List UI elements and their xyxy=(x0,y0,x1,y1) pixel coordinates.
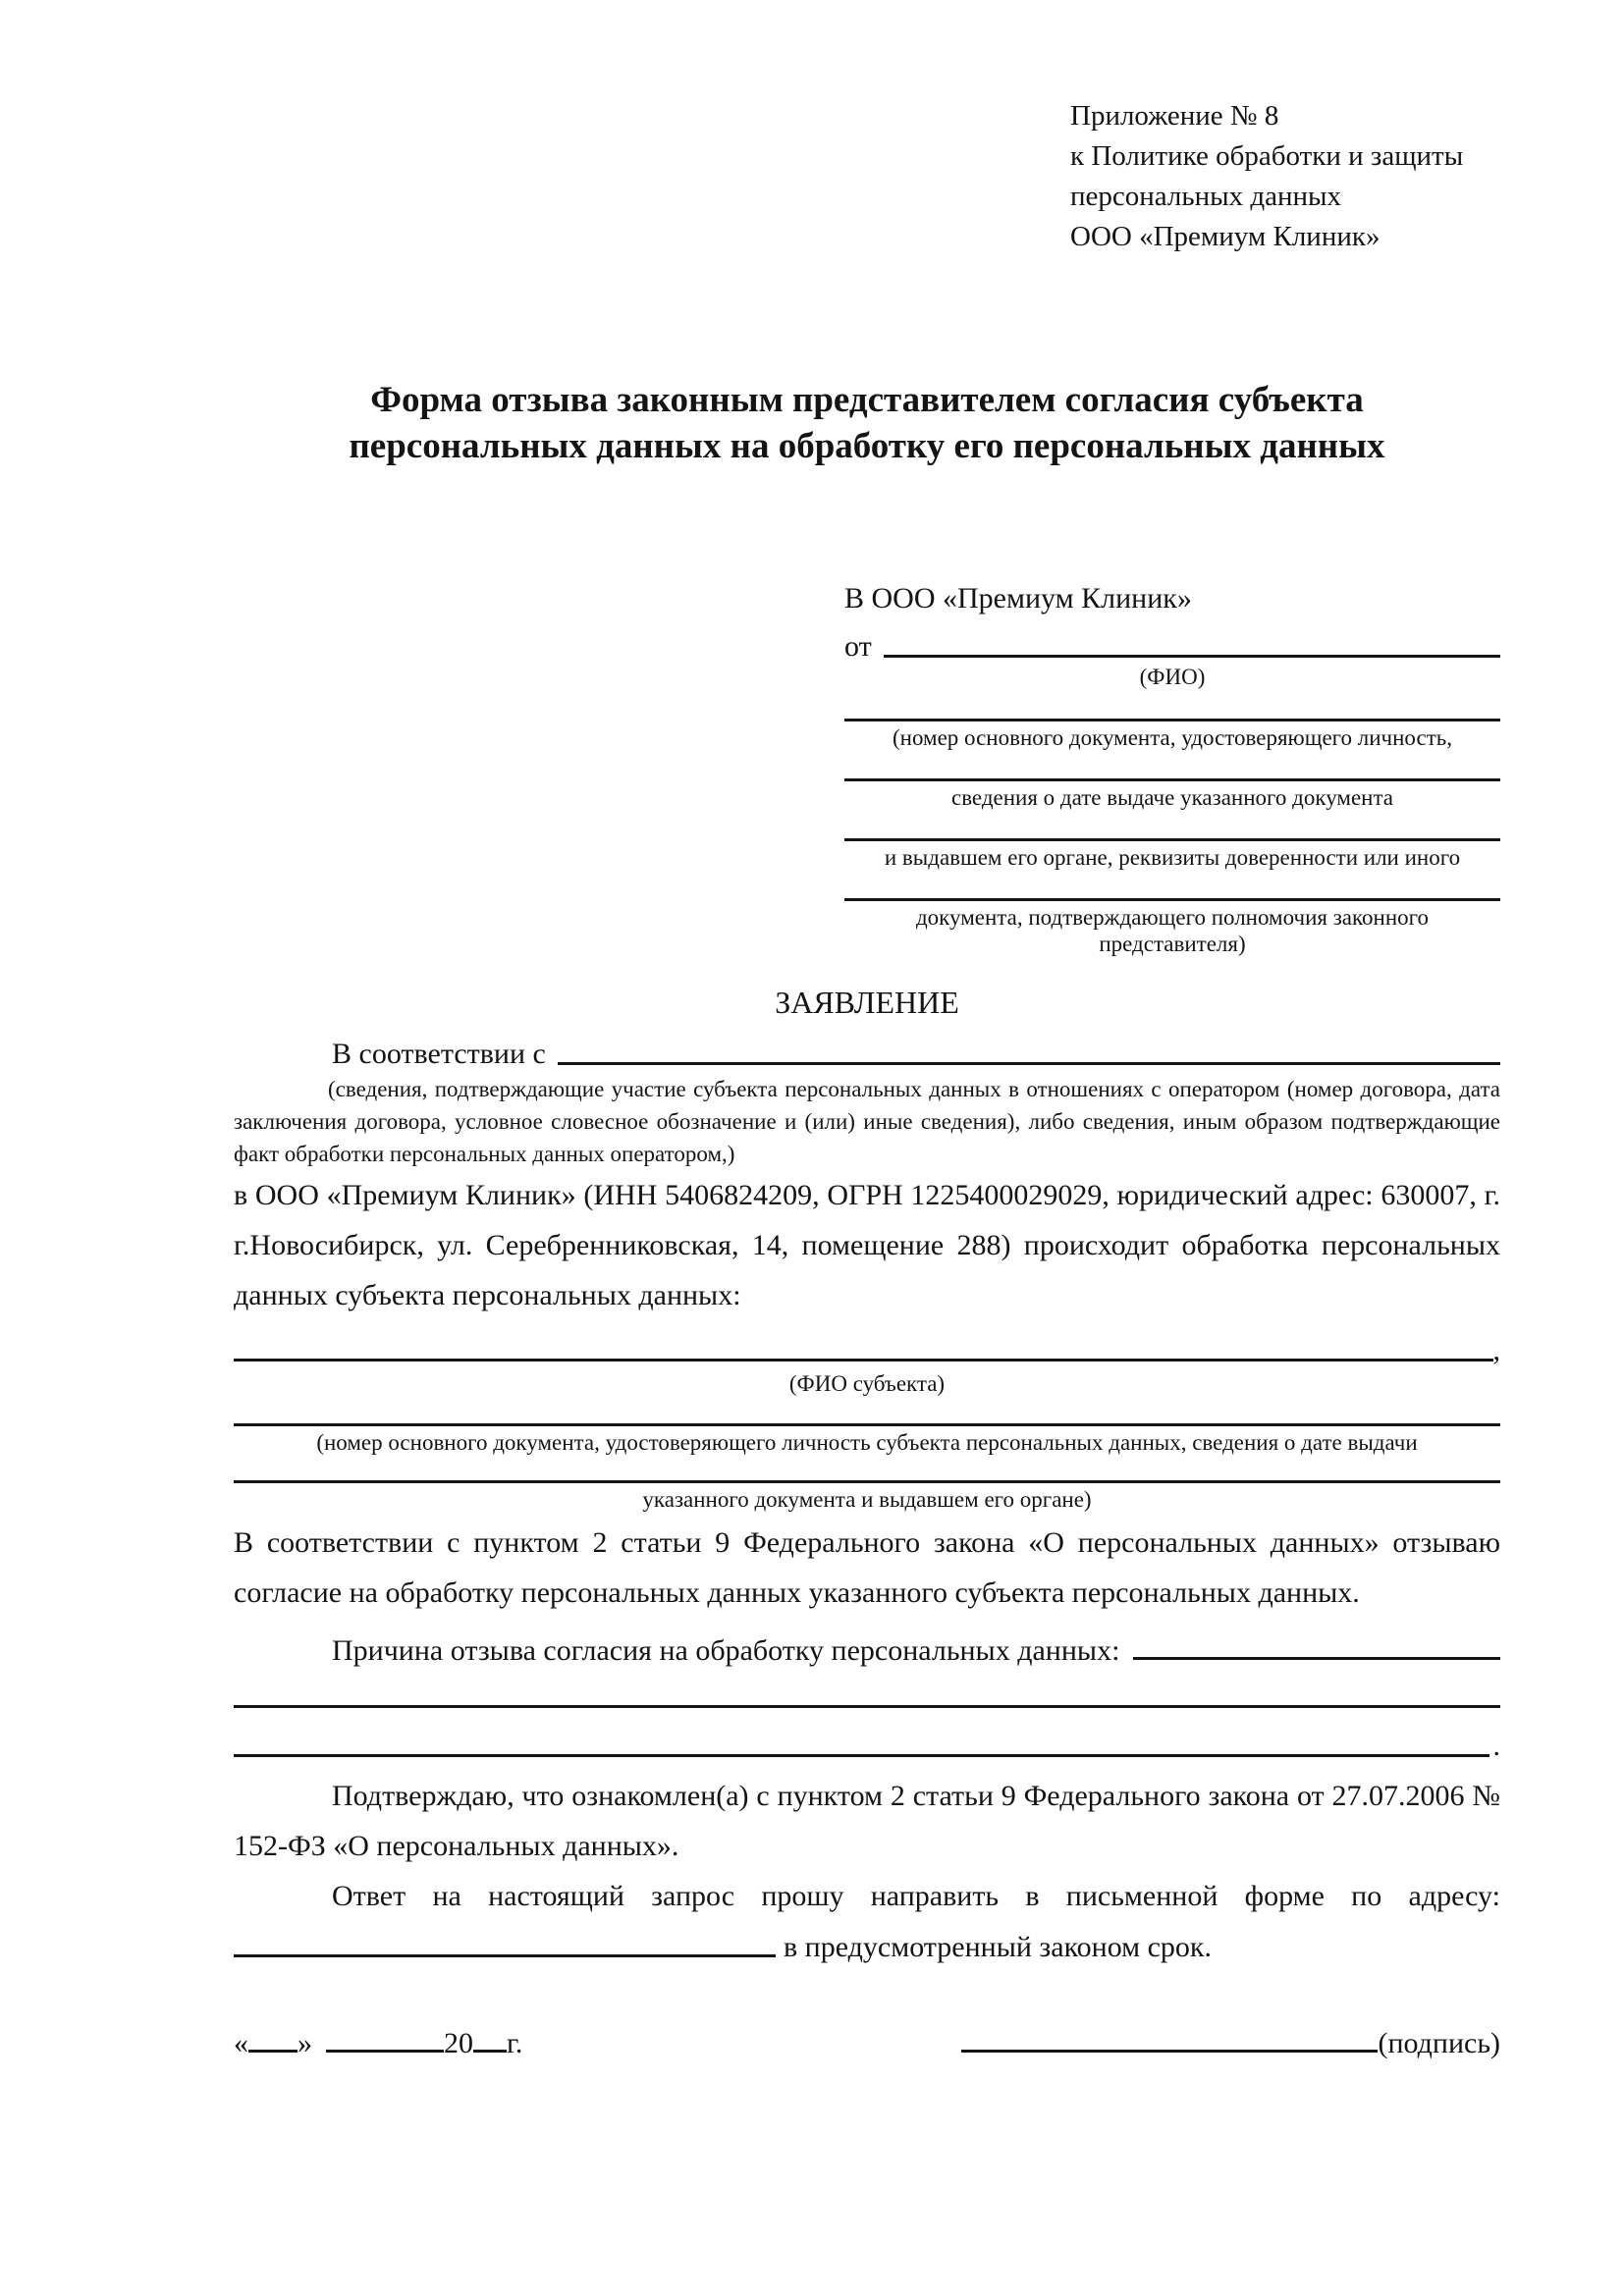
subject-fio-comma: , xyxy=(1492,1334,1500,1366)
subject-doc-blank-line xyxy=(234,1423,1500,1426)
reason-line-end xyxy=(234,1730,1500,1763)
signature-area xyxy=(961,2027,1500,2060)
document-title xyxy=(234,377,1500,469)
representative-doc-blank-line xyxy=(844,719,1500,721)
representative-doc-caption: (номер основного документа, удостоверяющего личность, xyxy=(892,725,1452,750)
appendix-header-line: персональных данных xyxy=(1070,181,1342,212)
appendix-header-line: ООО «Премиум Клиник» xyxy=(1070,221,1380,252)
signature-blank-line xyxy=(961,2050,1378,2053)
from-blank-line xyxy=(884,655,1500,658)
appendix-header-line: Приложение № 8 xyxy=(1070,100,1279,132)
fio-caption: (ФИО) xyxy=(1139,665,1206,689)
signature-caption: (подпись) xyxy=(1378,2027,1500,2059)
document-title-line: Форма отзыва законным представителем согласия субъекта xyxy=(370,380,1364,420)
from-label: от xyxy=(844,630,872,663)
footer-row xyxy=(234,2027,1500,2060)
reason-blank-line-2 xyxy=(234,1705,1500,1708)
subject-fio-line xyxy=(234,1334,1500,1367)
reply-address-blank-line xyxy=(234,1954,776,1957)
reason-blank-line xyxy=(1133,1657,1500,1660)
appendix-header xyxy=(1070,96,1500,257)
intro-line xyxy=(234,1028,1500,1071)
reason-label: Причина отзыва согласия на обработку персональных данных: xyxy=(332,1634,1120,1667)
operator-paragraph: в ООО «Премиум Клиник» (ИНН 5406824209, ОГРН 1225400029029, юридический адрес: 630007, г. г.Новосибирск, ул. Серебренниковская, 14, помещение 288) происходит обработка персональных данных субъекта персональных данных: xyxy=(234,1179,1500,1311)
statement-heading: ЗАЯВЛЕНИЕ xyxy=(775,985,959,1020)
subject-fio-caption: (ФИО субъекта) xyxy=(788,1371,946,1396)
representative-doc-caption: документа, подтверждающего полномочия законного представителя) xyxy=(915,905,1429,956)
intro-note: (сведения, подтверждающие участие субъекта персональных данных в отношениях с оператором (номер договора, дата заключения договора, условное словесное обозначение и (или) иные сведения), либо сведения, иным образом подтверждающие факт обработки персональных данных оператором,) xyxy=(234,1077,1500,1166)
reason-blank-line-3 xyxy=(234,1754,1489,1757)
representative-doc-caption: и выдавшем его органе, реквизиты доверенности или иного xyxy=(884,845,1461,870)
subject-doc-caption: указанного документа и выдавшем его органе) xyxy=(642,1487,1092,1512)
from-line xyxy=(844,618,1500,664)
confirm-paragraph: Подтверждаю, что ознакомлен(а) с пунктом 2 статьи 9 Федерального закона от 27.07.2006 № 152-ФЗ «О персональных данных». xyxy=(234,1780,1500,1862)
date-quote-open: « xyxy=(234,2027,248,2059)
date-year-blank-line xyxy=(473,2050,507,2053)
addressee-organization: В ООО «Премиум Клиник» xyxy=(844,582,1192,614)
subject-fio-blank-line xyxy=(234,1359,1493,1362)
date-line xyxy=(234,2027,522,2060)
date-year-suffix: г. xyxy=(507,2027,523,2059)
intro-blank-line xyxy=(558,1062,1500,1065)
reason-period: . xyxy=(1492,1730,1500,1762)
intro-label: В соответствии с xyxy=(332,1038,546,1070)
date-year-prefix: 20 xyxy=(444,2027,473,2059)
reply-tail: в предусмотренный законом срок. xyxy=(784,1931,1212,1963)
addressee-block xyxy=(844,579,1500,957)
representative-doc-blank-line xyxy=(844,838,1500,841)
reason-line xyxy=(234,1618,1500,1668)
reply-paragraph: Ответ на настоящий запрос прошу направить в письменной форме по адресу: xyxy=(332,1880,1500,1912)
withdraw-paragraph: В соответствии с пунктом 2 статьи 9 Федерального закона «О персональных данных» отзываю согласие на обработку персональных данных указанного субъекта персональных данных. xyxy=(234,1526,1500,1609)
document-title-line: персональных данных на обработку его персональных данных xyxy=(349,426,1385,466)
date-day-blank-line xyxy=(248,2050,298,2053)
representative-doc-blank-line xyxy=(844,898,1500,901)
subject-doc-blank-line xyxy=(234,1480,1500,1483)
subject-doc-caption: (номер основного документа, удостоверяющего личность субъекта персональных данных, сведения о дате выдачи xyxy=(316,1430,1418,1455)
reply-address-line xyxy=(234,1921,1500,1964)
appendix-header-line: к Политике обработки и защиты xyxy=(1070,140,1464,172)
representative-doc-blank-line xyxy=(844,778,1500,781)
date-quote-close: » xyxy=(298,2027,312,2059)
date-month-blank-line xyxy=(326,2050,444,2053)
representative-doc-caption: сведения о дате выдаче указанного документа xyxy=(950,785,1394,810)
